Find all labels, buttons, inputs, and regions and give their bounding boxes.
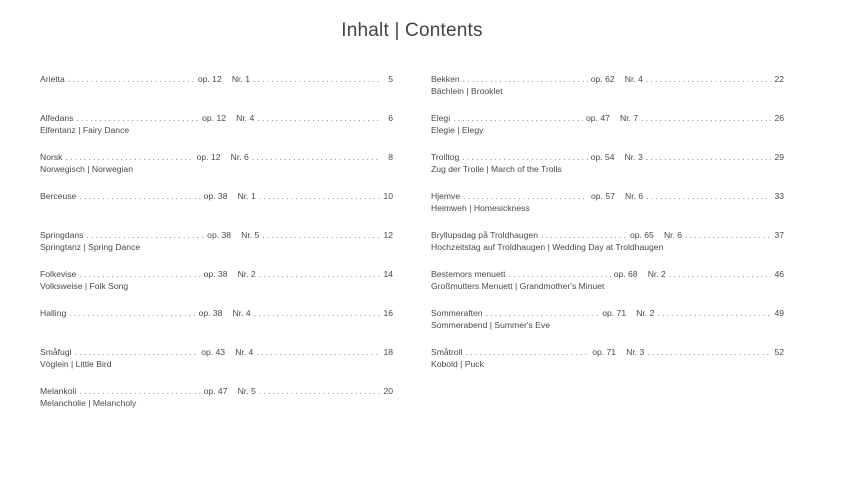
toc-entry-line (40, 151, 393, 163)
page-number: 29 (774, 152, 784, 162)
dot-leader (259, 190, 380, 202)
opus-number: op. 43 (201, 347, 226, 357)
page-title: Inhalt | Contents (341, 20, 483, 41)
opus-number: op. 12 (196, 152, 221, 162)
dot-leader (65, 151, 193, 163)
dot-leader (657, 307, 771, 319)
opus-number: op. 65 (629, 230, 654, 240)
opus-number: op. 12 (202, 113, 227, 123)
dot-leader (259, 268, 380, 280)
piece-subtitle: Elegie | Elegy (431, 125, 484, 135)
dot-leader (466, 346, 590, 358)
dot-leader (254, 307, 380, 319)
toc-entry-line (431, 346, 784, 358)
toc-entry[interactable] (431, 190, 784, 216)
toc-entry[interactable] (431, 307, 784, 333)
piece-number: Nr. 2 (636, 308, 655, 318)
piece-title: Springdans (40, 230, 84, 240)
page-number: 52 (774, 347, 784, 357)
piece-number: Nr. 4 (624, 74, 643, 84)
piece-subtitle: Hochzeitstag auf Troldhaugen | Wedding Day at Troldhaugen (431, 242, 664, 252)
piece-title: Arietta (40, 74, 65, 84)
toc-entry[interactable] (40, 112, 393, 138)
piece-number: Nr. 6 (230, 152, 249, 162)
opus-number: op. 71 (602, 308, 627, 318)
piece-subtitle: Elfentanz | Fairy Dance (40, 125, 130, 135)
opus-number: op. 47 (585, 113, 610, 123)
toc-entry-line (40, 268, 393, 280)
dot-leader (463, 73, 588, 85)
toc-entry[interactable] (40, 73, 393, 99)
dot-leader (75, 346, 199, 358)
opus-number: op. 62 (590, 74, 615, 84)
opus-number: op. 71 (592, 347, 617, 357)
piece-title: Norsk (40, 152, 63, 162)
toc-left-column (40, 73, 393, 424)
toc-entry[interactable] (40, 385, 393, 411)
toc-entry[interactable] (40, 190, 393, 216)
piece-title: Bryllupsdag på Troldhaugen (431, 230, 539, 240)
toc-entry[interactable] (431, 268, 784, 294)
piece-subtitle: Bächlein | Brooklet (431, 86, 503, 96)
dot-leader (262, 229, 380, 241)
page-number: 5 (388, 74, 393, 84)
toc-entry-line (40, 229, 393, 241)
piece-number: Nr. 5 (237, 386, 256, 396)
toc-entry-line (431, 307, 784, 319)
dot-leader (453, 112, 583, 124)
piece-title: Småtroll (431, 347, 463, 357)
opus-number: op. 12 (197, 74, 222, 84)
piece-number: Nr. 3 (626, 347, 645, 357)
dot-leader (509, 268, 611, 280)
dot-leader (486, 307, 600, 319)
opus-number: op. 38 (198, 308, 223, 318)
piece-title: Hjemve (431, 191, 461, 201)
page-number: 14 (383, 269, 394, 279)
piece-title: Bekken (431, 74, 460, 84)
piece-title: Elegi (431, 113, 451, 123)
page-number: 26 (774, 113, 785, 123)
opus-number: op. 57 (591, 191, 615, 201)
toc-entry-line (40, 385, 393, 397)
dot-leader (541, 229, 627, 241)
opus-number: op. 38 (207, 230, 232, 240)
piece-number: Nr. 6 (625, 191, 644, 201)
dot-leader (641, 112, 771, 124)
dot-leader (646, 190, 771, 202)
piece-subtitle: Großmutters Menuett | Grandmother's Minuet (431, 281, 605, 291)
dot-leader (79, 190, 200, 202)
piece-title: Berceuse (40, 191, 77, 201)
dot-leader (253, 73, 380, 85)
dot-leader (257, 112, 380, 124)
piece-number: Nr. 4 (232, 308, 251, 318)
dot-leader (69, 307, 195, 319)
toc-entry-line (431, 190, 784, 202)
toc-entry[interactable] (431, 73, 784, 99)
opus-number: op. 38 (203, 191, 228, 201)
toc-entry[interactable] (40, 151, 393, 177)
piece-subtitle: Kobold | Puck (431, 359, 484, 369)
piece-subtitle: Zug der Trolle | March of the Trolls (431, 164, 562, 174)
dot-leader (256, 346, 380, 358)
toc-entry[interactable] (40, 268, 393, 294)
dot-leader (76, 112, 199, 124)
page-number: 16 (383, 308, 393, 318)
piece-title: Trolltog (431, 152, 460, 162)
toc-entry[interactable] (431, 346, 784, 372)
dot-leader (463, 190, 588, 202)
page-number: 33 (774, 191, 785, 201)
opus-number: op. 54 (590, 152, 615, 162)
dot-leader (647, 346, 771, 358)
piece-title: Halling (40, 308, 67, 318)
piece-title: Melankoli (40, 386, 77, 396)
toc-entry-line (431, 73, 784, 85)
piece-number: Nr. 1 (237, 191, 256, 201)
piece-title: Småfugl (40, 347, 72, 357)
toc-entry-line (431, 268, 784, 280)
piece-number: Nr. 5 (241, 230, 260, 240)
piece-number: Nr. 4 (236, 113, 255, 123)
piece-title: Folkevise (40, 269, 77, 279)
piece-subtitle: Volksweise | Folk Song (40, 281, 129, 291)
page-number: 49 (774, 308, 784, 318)
dot-leader (669, 268, 771, 280)
dot-leader (68, 73, 195, 85)
page-number: 8 (388, 152, 394, 162)
opus-number: op. 38 (203, 269, 228, 279)
toc-entry[interactable] (431, 229, 784, 255)
page-number: 12 (383, 230, 394, 240)
dot-leader (462, 151, 587, 163)
page-number: 22 (774, 74, 785, 84)
page-number: 20 (383, 386, 393, 396)
piece-number: Nr. 4 (235, 347, 254, 357)
piece-subtitle: Norwegisch | Norwegian (40, 164, 133, 174)
piece-subtitle: Vöglein | Little Bird (40, 359, 112, 369)
toc-entry-line (431, 229, 784, 241)
toc-right-column (431, 73, 784, 385)
piece-number: Nr. 6 (663, 230, 683, 240)
dot-leader (79, 268, 200, 280)
page-number: 18 (383, 347, 393, 357)
page-number: 37 (774, 230, 784, 240)
dot-leader (252, 151, 380, 163)
piece-title: Alfedans (40, 113, 74, 123)
opus-number: op. 68 (613, 269, 638, 279)
toc-entry[interactable] (431, 112, 784, 138)
toc-entry[interactable] (40, 307, 393, 333)
toc-entry[interactable] (40, 229, 393, 255)
toc-entry-line (40, 346, 393, 358)
page-number: 46 (774, 269, 785, 279)
toc-entry-line (40, 307, 393, 319)
dot-leader (86, 229, 204, 241)
toc-entry[interactable] (40, 346, 393, 372)
dot-leader (79, 385, 200, 397)
piece-number: Nr. 3 (624, 152, 643, 162)
piece-subtitle: Melancholie | Melancholy (40, 398, 137, 408)
toc-entry-line (40, 112, 393, 124)
piece-subtitle: Springtanz | Spring Dance (40, 242, 141, 252)
piece-title: Sommeraften (431, 308, 483, 318)
piece-subtitle: Heimweh | Homesickness (431, 203, 530, 213)
piece-number: Nr. 2 (237, 269, 256, 279)
piece-number: Nr. 1 (231, 74, 250, 84)
piece-title: Bestemors menuett (431, 269, 506, 279)
toc-entry-line (40, 73, 393, 85)
dot-leader (685, 229, 771, 241)
toc-entry-line (431, 112, 784, 124)
page-number: 6 (388, 113, 394, 123)
piece-number: Nr. 7 (619, 113, 639, 123)
toc-entry-line (431, 151, 784, 163)
piece-subtitle: Sommerabend | Summer's Eve (431, 320, 550, 330)
dot-leader (259, 385, 380, 397)
toc-entry[interactable] (431, 151, 784, 177)
page-number: 10 (383, 191, 393, 201)
dot-leader (646, 73, 771, 85)
opus-number: op. 47 (203, 386, 228, 396)
dot-leader (646, 151, 771, 163)
piece-number: Nr. 2 (647, 269, 666, 279)
toc-entry-line (40, 190, 393, 202)
